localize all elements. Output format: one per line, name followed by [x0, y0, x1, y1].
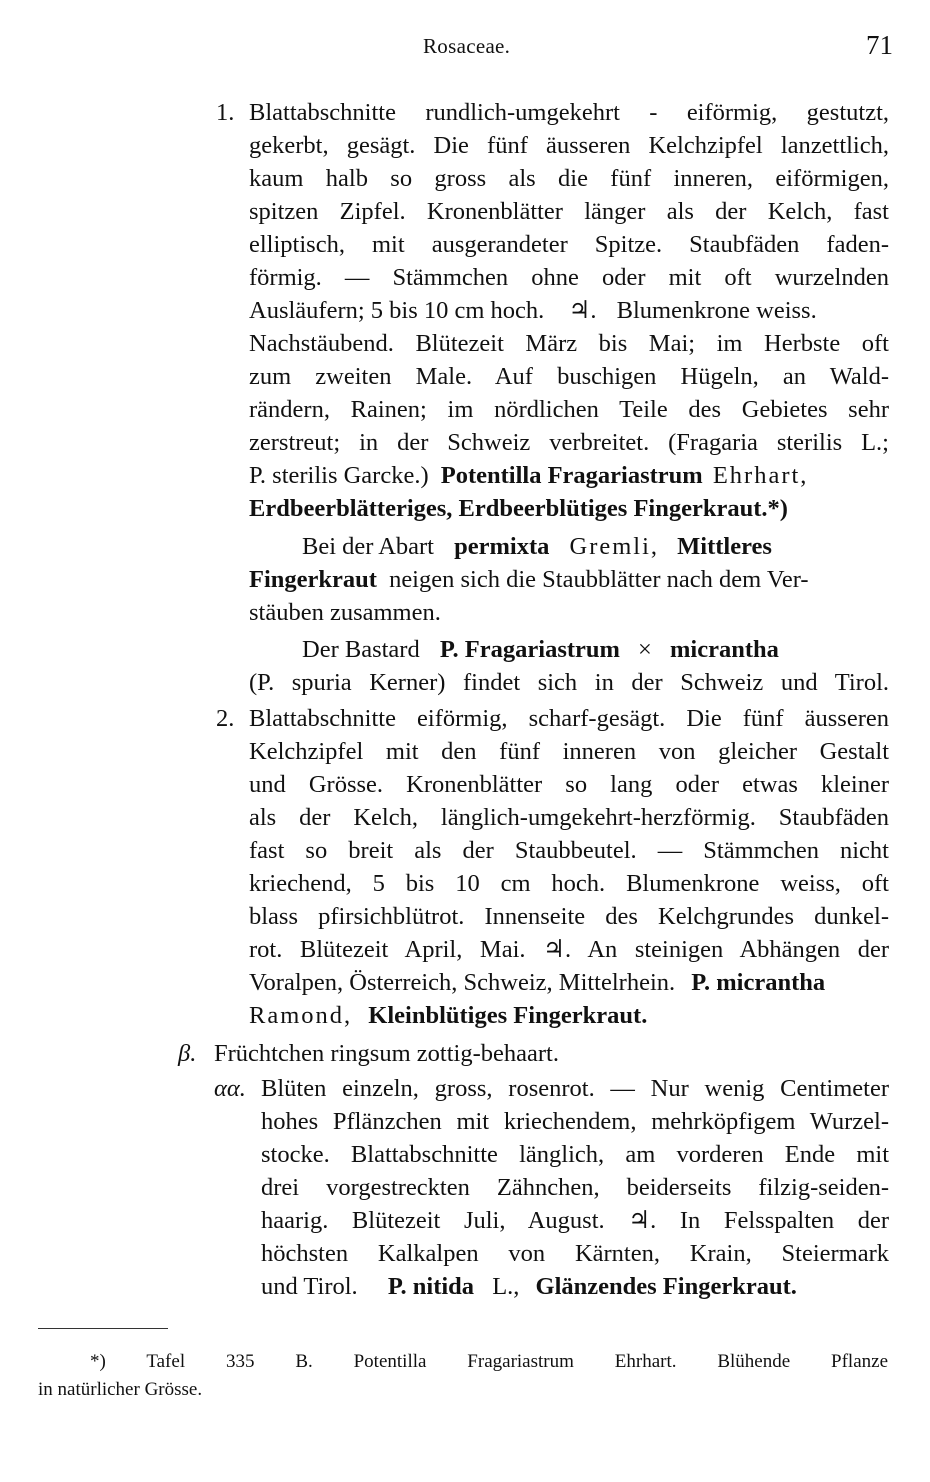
entry2-line: fast so breit als der Staubbeutel. — Stämmchen nicht [249, 837, 889, 864]
entry1-line: förmig. — Stämmchen ohne oder mit oft wurzelnden [249, 264, 889, 291]
variety-common-name: Mittleres [677, 533, 772, 560]
entry1-line: Nachstäubend. Blütezeit März bis Mai; im Herbste oft [249, 330, 889, 357]
entry2-line: rot. Blütezeit April, Mai. ♃. An steinigen Abhängen der [249, 936, 889, 963]
common-name: Glänzendes Fingerkraut. [535, 1273, 797, 1300]
footnote-line: in natürlicher Grösse. [38, 1379, 203, 1400]
hybrid-line [302, 635, 779, 665]
page-number: 71 [866, 30, 893, 60]
variety-line [249, 565, 809, 595]
variety-common-name: Fingerkraut [249, 566, 377, 593]
species-name: Potentilla Fragariastrum [440, 462, 703, 489]
alpha-line: Blüten einzeln, gross, rosenrot. — Nur wenig Centimeter [261, 1075, 889, 1102]
hybrid-intro: Der Bastard [302, 636, 420, 663]
common-name: Kleinblütiges Fingerkraut. [368, 1002, 648, 1029]
entry1-line: kaum halb so gross als die fünf inneren, eiförmigen, [249, 165, 889, 192]
species-author: L., [492, 1273, 520, 1300]
variety-line [302, 532, 772, 562]
entry1-line-text: Ausläufern; 5 bis 10 cm hoch. [249, 297, 545, 324]
alpha-line: stocke. Blattabschnitte länglich, am vorderen Ende mit [261, 1141, 889, 1168]
species-author: Ehrhart, [712, 462, 809, 489]
entry2-line: Blattabschnitte eiförmig, scharf-gesägt. Die fünf äusseren [249, 705, 889, 732]
beta-marker: β. [178, 1040, 197, 1067]
entry1-line [249, 461, 808, 491]
species-name: P. micrantha [691, 969, 826, 996]
entry1-line [249, 296, 817, 326]
entry1-line: gekerbt, gesägt. Die fünf äusseren Kelchzipfel lanzettlich, [249, 132, 889, 159]
entry2-line: blass pfirsichblütrot. Innenseite des Kelchgrundes dunkel- [249, 903, 889, 930]
entry2-line: und Grösse. Kronenblätter so lang oder etwas kleiner [249, 771, 889, 798]
entry2-line: als der Kelch, länglich-umgekehrt-herzförmig. Staubfäden [249, 804, 889, 831]
entry1-line: zum zweiten Male. Auf buschigen Hügeln, an Wald- [249, 363, 889, 390]
alpha-line: höchsten Kalkalpen von Kärnten, Krain, Steiermark [261, 1240, 889, 1267]
alpha-line: drei vorgestreckten Zähnchen, beiderseits filzig-seiden- [261, 1174, 889, 1201]
alpha-line: hohes Pflänzchen mit kriechendem, mehrköpfigem Wurzel- [261, 1108, 889, 1135]
hybrid-name: micrantha [670, 636, 779, 663]
beta-text: Früchtchen ringsum zottig-behaart. [214, 1040, 559, 1067]
alpha-alpha-marker: αα. [214, 1075, 246, 1102]
entry1-line: spitzen Zipfel. Kronenblätter länger als der Kelch, fast [249, 198, 889, 225]
running-head-title: Rosaceae. [423, 34, 511, 58]
species-name: P. nitida [387, 1273, 475, 1300]
entry-marker-2: 2. [216, 705, 235, 732]
entry2-line [249, 1001, 647, 1031]
entry2-line-text: Voralpen, Österreich, Schweiz, Mittelrhein. [249, 969, 676, 996]
entry1-line: rändern, Rainen; im nördlichen Teile des Gebietes sehr [249, 396, 889, 423]
alpha-line-text: und Tirol. [261, 1273, 358, 1300]
variety-name: permixta [454, 533, 550, 560]
common-name: Erdbeerblätteriges, Erdbeerblütiges Fingerkraut.*) [249, 495, 788, 522]
hybrid-cross: × [638, 636, 652, 663]
alpha-line: haarig. Blütezeit Juli, August. ♃. In Felsspalten der [261, 1207, 889, 1234]
entry2-line: kriechend, 5 bis 10 cm hoch. Blumenkrone weiss, oft [249, 870, 889, 897]
perennial-symbol: ♃. [568, 297, 597, 324]
variety-intro: Bei der Abart [302, 533, 434, 560]
alpha-line [261, 1272, 797, 1302]
synonym-text: P. sterilis Garcke.) [249, 462, 429, 489]
footnote-rule [38, 1328, 168, 1329]
entry1-line: zerstreut; in der Schweiz verbreitet. (Fragaria sterilis L.; [249, 429, 889, 456]
entry2-line: Kelchzipfel mit den fünf inneren von gleicher Gestalt [249, 738, 889, 765]
entry-marker-1: 1. [216, 99, 235, 126]
entry1-line: Blattabschnitte rundlich-umgekehrt - eiförmig, gestutzt, [249, 99, 889, 126]
entry1-line: elliptisch, mit ausgerandeter Spitze. Staubfäden faden- [249, 231, 889, 258]
variety-line: stäuben zusammen. [249, 599, 441, 626]
footnote-line: *) Tafel 335 B. Potentilla Fragariastrum Ehrhart. Blühende Pflanze [90, 1351, 888, 1372]
entry2-line [249, 968, 825, 998]
hybrid-name: P. Fragariastrum [439, 636, 620, 663]
running-head [0, 30, 930, 66]
hybrid-line: (P. spuria Kerner) findet sich in der Schweiz und Tirol. [249, 669, 889, 696]
flower-note: Blumenkrone weiss. [616, 297, 817, 324]
species-author: Ramond, [249, 1002, 353, 1029]
variety-author: Gremli, [569, 533, 660, 560]
variety-text: neigen sich die Staubblätter nach dem Ver- [389, 566, 809, 593]
